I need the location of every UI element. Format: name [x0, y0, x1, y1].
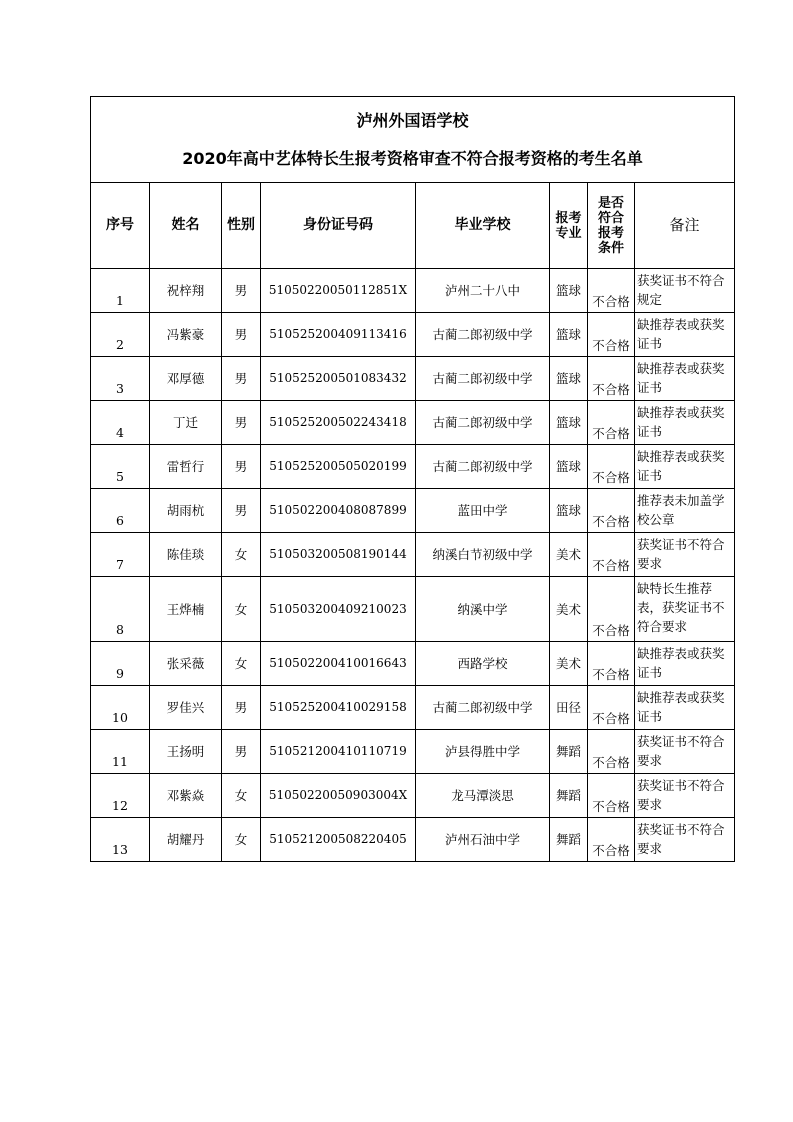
- cell-name: 胡耀丹: [150, 818, 222, 862]
- header-id: 身份证号码: [261, 183, 416, 269]
- cell-major: 美术: [550, 577, 588, 642]
- cell-school: 蓝田中学: [416, 489, 550, 533]
- cell-major: 田径: [550, 686, 588, 730]
- table-row: [91, 357, 735, 401]
- table-row: [91, 686, 735, 730]
- cell-major: 美术: [550, 533, 588, 577]
- cell-eligible: 不合格: [588, 401, 635, 445]
- table-row: [91, 533, 735, 577]
- cell-seq: 7: [91, 533, 150, 577]
- cell-remark: 缺推荐表或获奖证书: [635, 642, 735, 686]
- cell-major: 篮球: [550, 489, 588, 533]
- cell-id: 51050220050112851X: [261, 269, 416, 313]
- cell-gender: 男: [222, 686, 261, 730]
- cell-major: 篮球: [550, 357, 588, 401]
- cell-eligible: 不合格: [588, 730, 635, 774]
- cell-gender: 男: [222, 313, 261, 357]
- cell-id: 510525200409113416: [261, 313, 416, 357]
- cell-gender: 男: [222, 730, 261, 774]
- cell-school: 泸州二十八中: [416, 269, 550, 313]
- cell-school: 古蔺二郎初级中学: [416, 401, 550, 445]
- header-school: 毕业学校: [416, 183, 550, 269]
- cell-name: 邓紫焱: [150, 774, 222, 818]
- table-row: [91, 313, 735, 357]
- cell-major: 舞蹈: [550, 774, 588, 818]
- table-row: [91, 730, 735, 774]
- cell-remark: 缺特长生推荐表，获奖证书不符合要求: [635, 577, 735, 642]
- cell-id: 510525200501083432: [261, 357, 416, 401]
- cell-seq: 6: [91, 489, 150, 533]
- cell-eligible: 不合格: [588, 533, 635, 577]
- table-row: [91, 818, 735, 862]
- cell-eligible: 不合格: [588, 686, 635, 730]
- table-body: [91, 269, 735, 862]
- cell-school: 龙马潭淡思: [416, 774, 550, 818]
- table-row: [91, 642, 735, 686]
- header-gender: 性别: [222, 183, 261, 269]
- header-remark: 备注: [635, 183, 735, 269]
- cell-major: 篮球: [550, 269, 588, 313]
- cell-school: 古蔺二郎初级中学: [416, 686, 550, 730]
- table-row: [91, 401, 735, 445]
- cell-name: 王扬明: [150, 730, 222, 774]
- cell-school: 古蔺二郎初级中学: [416, 357, 550, 401]
- cell-remark: 缺推荐表或获奖证书: [635, 686, 735, 730]
- cell-gender: 男: [222, 489, 261, 533]
- cell-seq: 1: [91, 269, 150, 313]
- cell-remark: 获奖证书不符合规定: [635, 269, 735, 313]
- table-row: [91, 774, 735, 818]
- cell-eligible: 不合格: [588, 269, 635, 313]
- cell-gender: 女: [222, 818, 261, 862]
- document: [90, 96, 734, 862]
- cell-seq: 8: [91, 577, 150, 642]
- cell-school: 泸州石油中学: [416, 818, 550, 862]
- cell-gender: 女: [222, 577, 261, 642]
- cell-name: 陈佳琰: [150, 533, 222, 577]
- cell-gender: 女: [222, 533, 261, 577]
- header-major: 报考专业: [550, 183, 588, 269]
- cell-id: 510503200508190144: [261, 533, 416, 577]
- cell-eligible: 不合格: [588, 774, 635, 818]
- cell-gender: 女: [222, 642, 261, 686]
- cell-id: 510525200502243418: [261, 401, 416, 445]
- cell-eligible: 不合格: [588, 357, 635, 401]
- cell-school: 西路学校: [416, 642, 550, 686]
- cell-eligible: 不合格: [588, 489, 635, 533]
- cell-seq: 4: [91, 401, 150, 445]
- cell-major: 篮球: [550, 401, 588, 445]
- candidate-table: [90, 96, 735, 862]
- cell-gender: 女: [222, 774, 261, 818]
- cell-school: 纳溪中学: [416, 577, 550, 642]
- cell-id: 510503200409210023: [261, 577, 416, 642]
- cell-eligible: 不合格: [588, 818, 635, 862]
- cell-seq: 10: [91, 686, 150, 730]
- cell-name: 雷哲行: [150, 445, 222, 489]
- header-name: 姓名: [150, 183, 222, 269]
- cell-remark: 缺推荐表或获奖证书: [635, 313, 735, 357]
- cell-remark: 获奖证书不符合要求: [635, 730, 735, 774]
- cell-id: 510525200505020199: [261, 445, 416, 489]
- cell-eligible: 不合格: [588, 313, 635, 357]
- table-row: [91, 269, 735, 313]
- cell-seq: 3: [91, 357, 150, 401]
- cell-name: 张采薇: [150, 642, 222, 686]
- table-row: [91, 489, 735, 533]
- cell-seq: 5: [91, 445, 150, 489]
- cell-seq: 2: [91, 313, 150, 357]
- cell-major: 篮球: [550, 313, 588, 357]
- cell-remark: 缺推荐表或获奖证书: [635, 357, 735, 401]
- cell-school: 古蔺二郎初级中学: [416, 445, 550, 489]
- cell-name: 胡雨杭: [150, 489, 222, 533]
- cell-name: 王烨楠: [150, 577, 222, 642]
- table-row: [91, 445, 735, 489]
- header-row: [91, 183, 735, 269]
- cell-id: 510502200408087899: [261, 489, 416, 533]
- header-seq: 序号: [91, 183, 150, 269]
- cell-gender: 男: [222, 401, 261, 445]
- cell-seq: 11: [91, 730, 150, 774]
- cell-name: 罗佳兴: [150, 686, 222, 730]
- cell-name: 冯紫豪: [150, 313, 222, 357]
- cell-major: 篮球: [550, 445, 588, 489]
- cell-name: 祝梓翔: [150, 269, 222, 313]
- cell-seq: 13: [91, 818, 150, 862]
- cell-major: 舞蹈: [550, 730, 588, 774]
- cell-eligible: 不合格: [588, 577, 635, 642]
- cell-remark: 推荐表未加盖学校公章: [635, 489, 735, 533]
- cell-seq: 12: [91, 774, 150, 818]
- cell-remark: 缺推荐表或获奖证书: [635, 401, 735, 445]
- cell-remark: 获奖证书不符合要求: [635, 533, 735, 577]
- cell-gender: 男: [222, 357, 261, 401]
- cell-school: 纳溪白节初级中学: [416, 533, 550, 577]
- cell-gender: 男: [222, 269, 261, 313]
- cell-id: 510502200410016643: [261, 642, 416, 686]
- cell-id: 51050220050903004X: [261, 774, 416, 818]
- cell-name: 丁迁: [150, 401, 222, 445]
- cell-eligible: 不合格: [588, 445, 635, 489]
- cell-school: 古蔺二郎初级中学: [416, 313, 550, 357]
- cell-eligible: 不合格: [588, 642, 635, 686]
- cell-major: 舞蹈: [550, 818, 588, 862]
- cell-major: 美术: [550, 642, 588, 686]
- cell-remark: 获奖证书不符合要求: [635, 774, 735, 818]
- cell-name: 邓厚德: [150, 357, 222, 401]
- school-title: 泸州外国语学校: [356, 110, 469, 130]
- cell-id: 510521200508220405: [261, 818, 416, 862]
- list-subtitle: 2020年高中艺体特长生报考资格审查不符合报考资格的考生名单: [182, 148, 643, 168]
- cell-seq: 9: [91, 642, 150, 686]
- table-row: [91, 577, 735, 642]
- cell-remark: 缺推荐表或获奖证书: [635, 445, 735, 489]
- cell-id: 510525200410029158: [261, 686, 416, 730]
- cell-id: 510521200410110719: [261, 730, 416, 774]
- title-block: [91, 97, 735, 183]
- cell-school: 泸县得胜中学: [416, 730, 550, 774]
- cell-gender: 男: [222, 445, 261, 489]
- cell-remark: 获奖证书不符合要求: [635, 818, 735, 862]
- header-eligible: 是否符合报考条件: [588, 183, 635, 269]
